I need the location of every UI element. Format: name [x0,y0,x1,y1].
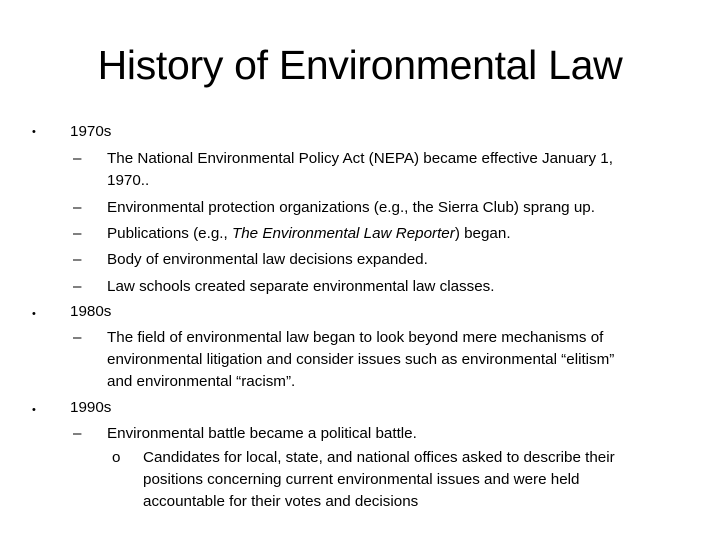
slide-title: History of Environmental Law [97,42,623,88]
item-field-line-1: The field of environmental law began to look beyond mere mechanisms of [107,329,604,346]
dash-marker: – [73,251,82,268]
item-field-line-3: and environmental “racism”. [107,373,296,390]
dash-marker: – [73,329,82,346]
item-political-battle: Environmental battle became a political battle. [107,425,417,442]
item-nepa-line-2: 1970.. [107,172,150,189]
circle-bullet-icon: o [112,449,121,466]
dash-marker: – [73,278,82,295]
section-heading-1980s: 1980s [70,303,112,320]
dash-marker: – [73,425,82,442]
dash-marker: – [73,199,82,216]
bullet-icon: • [32,126,36,138]
item-publications: Publications (e.g., The Environmental Law Reporter) began. [107,225,511,242]
publication-title: The Environmental Law Reporter [231,225,455,242]
item-law-schools: Law schools created separate environmental law classes. [107,278,495,295]
item-field-line-2: environmental litigation and consider issues such as environmental “elitism” [107,351,615,368]
dash-marker: – [73,225,82,242]
subitem-candidates-line-2: positions concerning current environmental issues and were held [143,471,580,488]
bullet-icon: • [32,308,36,320]
section-heading-1970s: 1970s [70,123,112,140]
section-heading-1990s: 1990s [70,399,112,416]
item-organizations: Environmental protection organizations (e.g., the Sierra Club) sprang up. [107,199,595,216]
dash-marker: – [73,150,82,167]
subitem-candidates-line-1: Candidates for local, state, and national offices asked to describe their [143,449,615,466]
item-decisions: Body of environmental law decisions expanded. [107,251,428,268]
bullet-icon: • [32,404,36,416]
subitem-candidates-line-3: accountable for their votes and decisions [143,493,419,510]
item-nepa-line-1: The National Environmental Policy Act (NEPA) became effective January 1, [107,150,613,167]
